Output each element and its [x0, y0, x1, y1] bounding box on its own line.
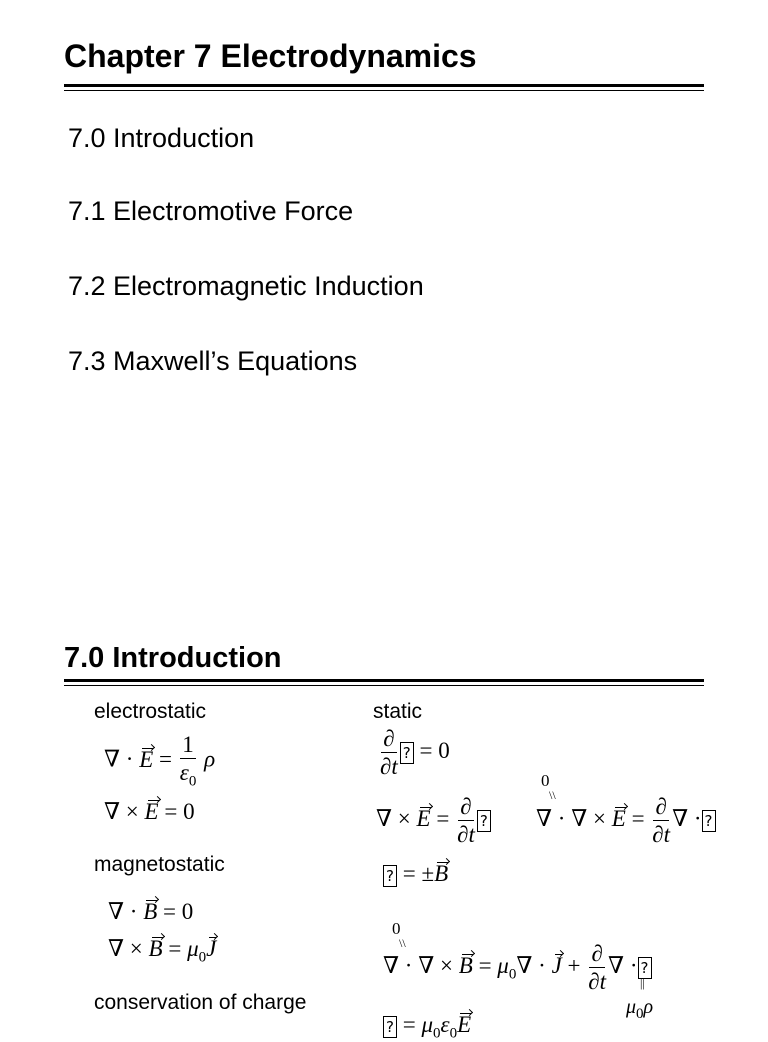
equation-faraday-form: ∇ × E = $\frac{\partial}{\partial t}$ ?	[376, 795, 491, 846]
section-title: 7.0 Introduction	[64, 642, 282, 674]
label-electrostatic: electrostatic	[94, 700, 207, 723]
label-static: static	[373, 700, 423, 723]
chapter-title: Chapter 7 Electrodynamics	[64, 38, 477, 74]
equation-divergence-of-curl-b: ∇ · ∇ × $B = \mu_0\nabla \cdot J$ + $\frac{\partial}{\partial t}$ ∇ · ?	[383, 942, 652, 993]
placeholder-box: ?	[702, 810, 716, 832]
equals-tick-upper: \\	[549, 788, 556, 802]
equation-div-b-zero: ∇ · B = 0	[108, 899, 194, 924]
placeholder-box: ?	[383, 865, 397, 887]
equation-static-time-derivative: $\frac{\partial}{\partial t}$ ? = 0	[380, 726, 450, 779]
equation-gauss-law: ∇ · E = $\frac{1}{\varepsilon_0}$ ρ	[104, 732, 216, 790]
equation-divergence-of-curl-e: ∇ · ∇ × E = $\frac{\partial}{\partial t}$ ∇ · ?	[536, 795, 716, 846]
placeholder-box: ?	[383, 1016, 397, 1038]
placeholder-box: ?	[638, 957, 652, 979]
equation-ampere-law: ∇ × $B = \mu_0J$	[108, 936, 217, 966]
equals-tick-lower: \\	[399, 936, 406, 950]
placeholder-box: ?	[477, 810, 491, 832]
section-rule-thin	[64, 685, 704, 686]
equals-tick-vertical: ||	[640, 976, 645, 990]
label-magnetostatic: magnetostatic	[94, 853, 225, 876]
label-conservation-of-charge: conservation of charge	[94, 991, 307, 1014]
toc-item-electromotive-force: 7.1 Electromotive Force	[68, 196, 354, 226]
toc-item-electromagnetic-induction: 7.2 Electromagnetic Induction	[68, 271, 424, 301]
placeholder-box: ?	[400, 742, 414, 764]
expression-mu0-rho: $\mu_0\rho$	[626, 996, 654, 1022]
title-rule-thick	[64, 84, 704, 87]
equation-placeholder-equals-b: ? = ±B	[383, 862, 448, 887]
zero-annotation-upper: 0	[541, 771, 550, 790]
zero-annotation-lower: 0	[392, 919, 401, 938]
toc-item-maxwells-equations: 7.3 Maxwell’s Equations	[68, 346, 358, 376]
title-rule-thin	[64, 90, 704, 91]
equation-partial-bottom: ? = $\mu_0\varepsilon_0E$	[383, 1013, 471, 1042]
section-rule-thick	[64, 679, 704, 682]
toc-item-introduction: 7.0 Introduction	[68, 123, 255, 153]
equation-curl-e-zero: ∇ × E = 0	[104, 799, 195, 824]
